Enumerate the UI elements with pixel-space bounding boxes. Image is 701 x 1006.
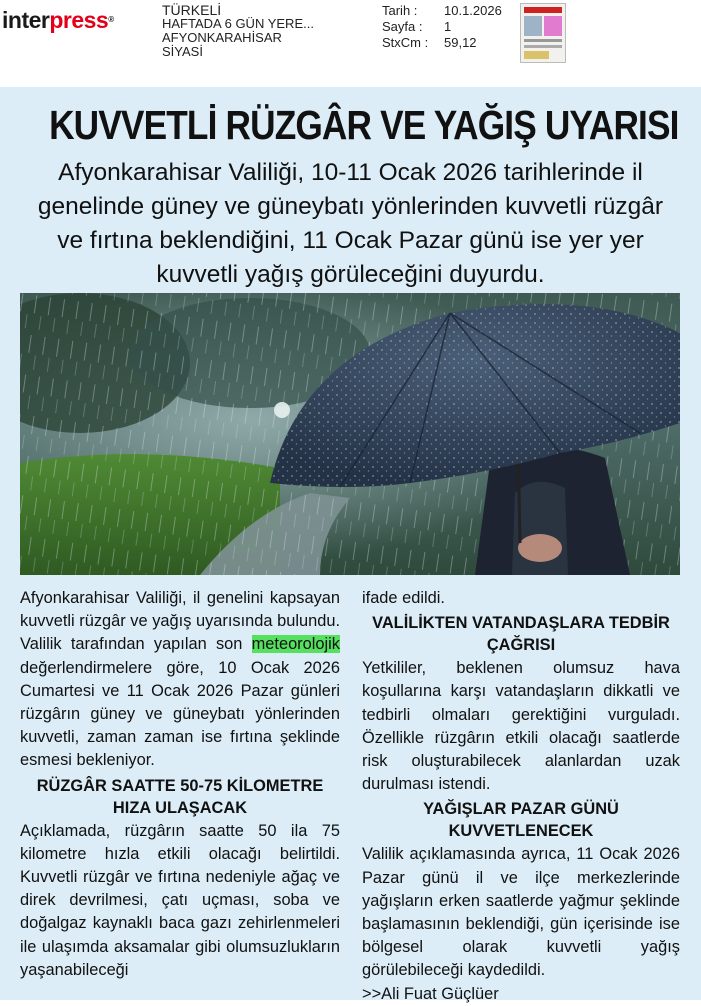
publication-section: SİYASİ: [162, 44, 203, 59]
subheading-precaution-call: VALİLİKTEN VATANDAŞLARA TEDBİR ÇAĞRISI: [372, 614, 670, 655]
page-label: Sayfa: [382, 19, 416, 34]
logo-text-press: press: [49, 7, 109, 33]
subheading-sunday-rain: YAĞIŞLAR PAZAR GÜNÜ KUVVETLENECEK: [423, 800, 619, 841]
stxcm-value: 59,12: [444, 35, 477, 50]
logo-registered-mark: ®: [108, 15, 114, 24]
page-value: 1: [444, 19, 452, 34]
page-row: Sayfa : 1: [382, 19, 452, 34]
article-lead: Afyonkarahisar Valiliği, 10-11 Ocak 2026 tarihlerinde il genelinde güney ve güneybatı yönlerinden kuvvetli rüzgâr ve fırtına beklendiğini, 11 Ocak Pazar günü ise yer yer kuvvetli yağış görüleceğini duyurdu.: [37, 159, 664, 288]
publication-name: TÜRKELİ: [162, 2, 222, 18]
article-column-right: [362, 587, 680, 1006]
date-row: Tarih : 10.1.2026: [382, 3, 502, 18]
publication-frequency: HAFTADA 6 GÜN YERE...: [162, 16, 314, 31]
paragraph-2-continued: ifade edildi.: [362, 589, 445, 607]
paragraph-3: Yetkililer, beklenen olumsuz hava koşullarına karşı vatandaşların dikkatli ve tedbirli olmaları gerektiğini vurguladı. Özellikle rüzgârın etkili olacağı saatlerde risk oluşturabilecek alanlardan uzak durulması istendi.: [362, 659, 680, 794]
paragraph-4: Valilik açıklamasında ayrıca, 11 Ocak 2026 Pazar günü il ve ilçe merkezlerinde yağışların erken saatlerde yağmur şeklinde başlamasının beklendiği, gün içerisinde ise bölgesel olarak kuvvetli yağış görülebileceği kaydedildi.: [362, 845, 680, 980]
article-column-left: [20, 587, 340, 982]
article-headline: KUVVETLİ RÜZGÂR VE YAĞIŞ UYARISI: [49, 102, 679, 148]
subheading-wind-speed: RÜZGÂR SAATTE 50-75 KİLOMETRE HIZA ULAŞACAK: [36, 776, 324, 817]
paragraph-2: Açıklamada, rüzgârın saatte 50 ila 75 kilometre hızla etkili olacağı belirtildi. Kuvvetli rüzgâr ve fırtına nedeniyle ağaç ve direk devrilmesi, çatı uçması, soba ve doğalgaz kaynaklı baca gazı zehirlenmeleri ile ulaşımda aksamalar gibi olumsuzlukların yaşanabileceği: [20, 821, 340, 979]
date-value: 10.1.2026: [444, 3, 502, 18]
page-thumbnail[interactable]: [520, 3, 566, 63]
date-label: Tarih: [382, 3, 411, 18]
clip-info: [382, 3, 502, 51]
stxcm-label: StxCm: [382, 35, 421, 50]
interpress-logo: [2, 6, 114, 34]
publication-region: AFYONKARAHİSAR: [162, 30, 282, 45]
stxcm-row: StxCm : 59,12: [382, 35, 477, 50]
paragraph-1: Afyonkarahisar Valiliği, il genelini kapsayan kuvvetli rüzgâr ve yağış uyarısında bulundu. Valilik tarafından yapılan son meteorolojik değerlendirmelere göre, 10 Ocak 2026 Cumartesi ve 11 Ocak 2026 Pazar günleri rüzgârın güney ve güneybatı yönlerinden kuvvetli, zaman zaman ise fırtına şeklinde esmesi bekleniyor.: [20, 589, 340, 770]
rain-umbrella-photo: [20, 293, 680, 575]
publication-meta: [162, 3, 314, 59]
article-byline: >>Ali Fuat Güçlüer: [362, 984, 499, 1003]
logo-text-inter: inter: [2, 7, 50, 33]
highlighted-keyword: meteorolojik: [251, 635, 340, 654]
